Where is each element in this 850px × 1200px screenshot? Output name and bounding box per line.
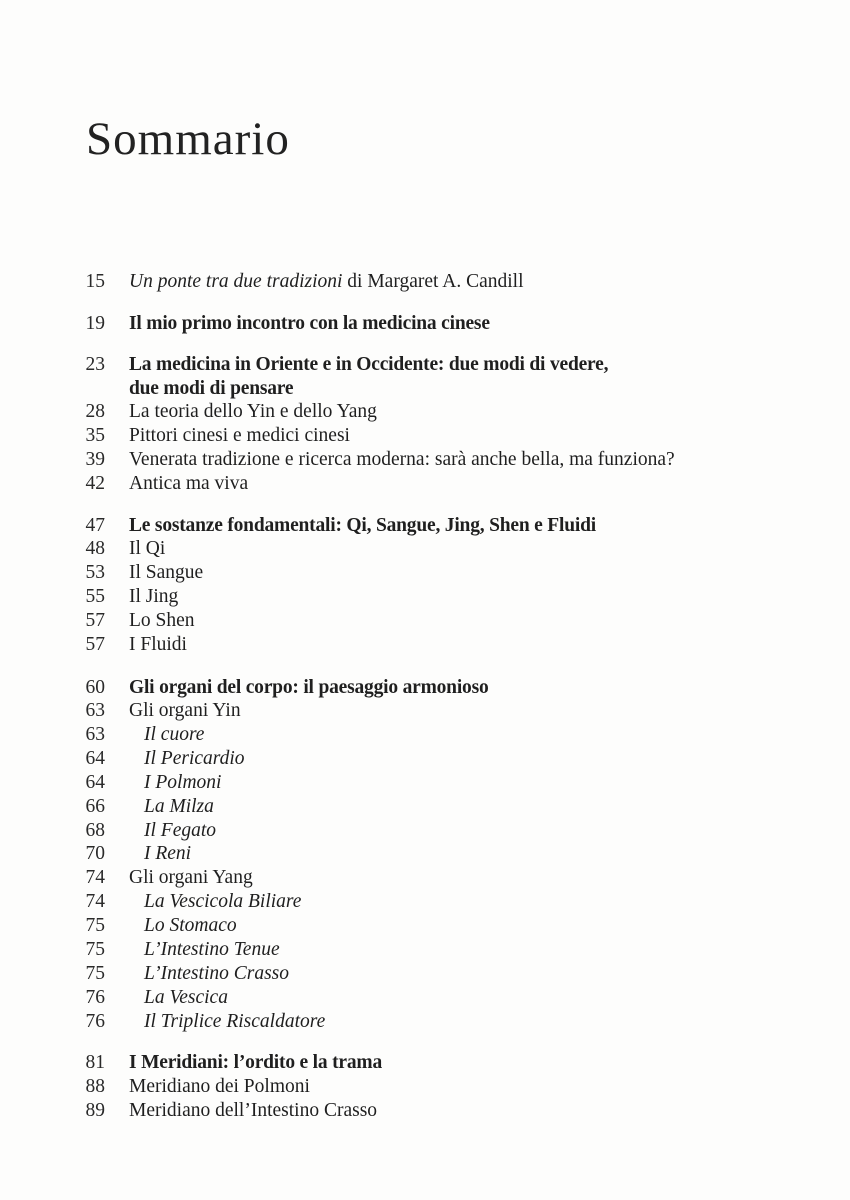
page-number: 60	[85, 677, 105, 698]
page-number: 53	[85, 562, 105, 583]
page-number: 75	[85, 963, 105, 984]
page-number: 76	[85, 1011, 105, 1032]
subentry-title: I Reni	[144, 843, 192, 864]
entry-title: La teoria dello Yin e dello Yang	[129, 401, 377, 422]
page-number: 64	[85, 748, 105, 769]
chapter-title-line-1: La medicina in Oriente e in Occidente: due modi di vedere,	[129, 354, 609, 375]
page-number: 81	[85, 1052, 105, 1073]
page-number: 63	[85, 724, 105, 745]
entry-title: Il Qi	[129, 538, 166, 559]
page-number: 19	[85, 313, 105, 334]
page-number: 39	[85, 449, 105, 470]
entry-title: Pittori cinesi e medici cinesi	[129, 425, 350, 446]
page-number: 28	[85, 401, 105, 422]
chapter-title-line-2: due modi di pensare	[129, 377, 294, 399]
page-number: 64	[85, 772, 105, 793]
page-number: 75	[85, 939, 105, 960]
page-number: 66	[85, 796, 105, 817]
page-number: 88	[85, 1076, 105, 1097]
subentry-title: La Milza	[144, 796, 214, 817]
page-number: 57	[85, 634, 105, 655]
page-number: 89	[85, 1100, 105, 1121]
entry-title: Il Jing	[129, 586, 179, 607]
chapter-title	[129, 353, 829, 401]
chapter-title: Il mio primo incontro con la medicina cinese	[129, 313, 490, 334]
page-number: 63	[85, 700, 105, 721]
entry-title-italic: Un ponte tra due tradizioni	[129, 271, 343, 292]
subentry-title: Lo Stomaco	[144, 915, 237, 936]
subentry-title: L’Intestino Tenue	[144, 939, 280, 960]
page-number: 68	[85, 820, 105, 841]
entry-title: Meridiano dell’Intestino Crasso	[129, 1100, 378, 1121]
page-number: 76	[85, 987, 105, 1008]
page-number: 15	[85, 271, 105, 292]
entry-title: Antica ma viva	[129, 473, 249, 494]
subentry-title: I Polmoni	[144, 772, 222, 793]
subentry-title: La Vescica	[144, 987, 228, 1008]
chapter-title: I Meridiani: l’ordito e la trama	[129, 1052, 383, 1073]
page-number: 42	[85, 473, 105, 494]
entry-title	[129, 270, 829, 294]
chapter-title: Gli organi del corpo: il paesaggio armonioso	[129, 677, 489, 698]
entry-title: Gli organi Yang	[129, 867, 253, 888]
entry-title: Meridiano dei Polmoni	[129, 1076, 310, 1097]
page-title: Sommario	[86, 113, 290, 165]
entry-title: Il Sangue	[129, 562, 204, 583]
subentry-title: Il Pericardio	[144, 748, 245, 769]
subentry-title: Il Fegato	[144, 820, 217, 841]
entry-title: I Fluidi	[129, 634, 187, 655]
entry-title-author: di Margaret A. Candill	[342, 271, 524, 292]
page-number: 70	[85, 843, 105, 864]
page-number: 55	[85, 586, 105, 607]
page-number: 35	[85, 425, 105, 446]
page-number: 23	[85, 354, 105, 375]
entry-title: Lo Shen	[129, 610, 195, 631]
entry-title: Gli organi Yin	[129, 700, 241, 721]
page-number: 47	[85, 515, 105, 536]
page-number: 57	[85, 610, 105, 631]
page-number: 75	[85, 915, 105, 936]
page-number: 48	[85, 538, 105, 559]
chapter-title: Le sostanze fondamentali: Qi, Sangue, Jing, Shen e Fluidi	[129, 515, 596, 536]
subentry-title: Il Triplice Riscaldatore	[144, 1011, 326, 1032]
subentry-title: Il cuore	[144, 724, 205, 745]
subentry-title: La Vescicola Biliare	[144, 891, 302, 912]
entry-title: Venerata tradizione e ricerca moderna: sarà anche bella, ma funziona?	[129, 449, 675, 470]
page-number: 74	[85, 867, 105, 888]
subentry-title: L’Intestino Crasso	[144, 963, 290, 984]
page-number: 74	[85, 891, 105, 912]
